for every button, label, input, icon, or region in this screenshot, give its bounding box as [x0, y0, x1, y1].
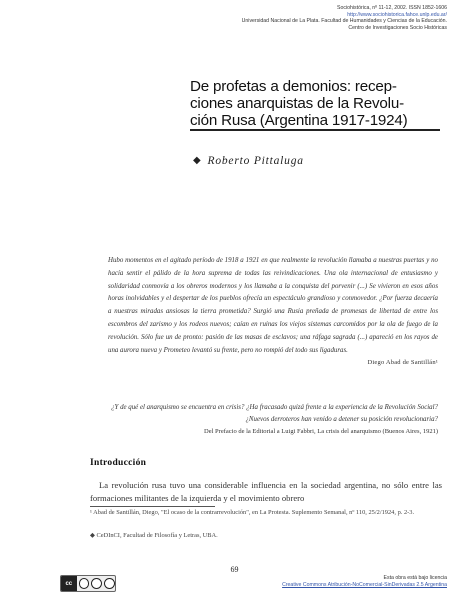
author-name: Roberto Pittaluga — [207, 155, 304, 167]
footnote-2: ◆ CeDInCI, Facultad de Filosofía y Letras, UBA. — [90, 532, 218, 539]
cc-license-badge[interactable] — [60, 575, 116, 592]
title-line-2: ciones anarquistas de la Revolu- — [190, 95, 404, 112]
journal-header — [242, 5, 447, 31]
epigraph-2-text: ¿Y de qué el anarquismo se encuentra en crisis? ¿Ha fracasado quizá frente a la experiencia de la Revolución Social? ¿Nuevos derroteros han venido a detener su posición revolucionaria? — [111, 404, 438, 423]
epigraph-2-source: Del Prefacio de la Editorial a Luigi Fabbri, La crisis del anarquismo (Buenos Aires, 1921) — [204, 428, 438, 435]
footnote-1: ¹ Abad de Santillán, Diego, "El ocaso de la contrarrevolución", en La Protesta. Suplemento Semanal, nº 110, 25/2/1924, p. 2-3. — [90, 509, 415, 516]
by-icon — [79, 578, 90, 589]
body-paragraph: La revolución rusa tuvo una considerable influencia en la sociedad argentina, no sólo entre las formaciones militantes de la izquierda y el movimiento obrero — [90, 480, 442, 503]
footnote-rule — [90, 506, 215, 507]
title-line-1: De profetas a demonios: recep- — [190, 78, 397, 95]
nc-icon — [91, 578, 102, 589]
section-heading: Introducción — [90, 458, 147, 468]
title-rule — [190, 129, 440, 131]
header-institution: Universidad Nacional de La Plata. Facultad de Humanidades y Ciencias de la Educación. — [241, 18, 447, 25]
epigraph-2 — [108, 402, 438, 438]
header-center: Centro de Investigaciones Socio Históricas — [348, 24, 447, 31]
header-citation: Sociohistórica, nº 11-12, 2002. ISSN 1852-1606 — [337, 5, 447, 11]
epigraph-1-text: Hubo momentos en el agitado período de 1918 a 1921 en que realmente la revolución llamaba a nuestras puertas y no hacía sentir el pálido de la hora suprema de todas las reivindicaciones. Una ola internacional de entusiasmo y solidaridad conmovía a los obreros modernos y los llamaba a la conquista del porvenir (...) Se vivieron en esos años horas inolvidables y el despertar de los pueblos ofrecía un espectáculo grandioso y conmovedor. ¿Por fuerza decaería a nuestras miradas ansiosas la tierra prometida? Surgió una Rusia preñada de promesas de libertad de entre los escombros del zarismo y los rodeos nuevos; caían en ruinas los viejos sistemas carcomidos por la ola de fuego de la revolución. Sólo fue un de pronto: pasión de las masas de esclavos; una ráfaga sagrada (...) apareció en los rayos de una aurora nueva y Prometeo levantó su frente, pero no rompió del todo sus ligaduras. — [108, 257, 438, 354]
license-note — [282, 575, 447, 589]
cc-logo-icon: cc — [61, 576, 77, 591]
article-title — [190, 78, 450, 129]
header-url-link[interactable]: http://www.sociohistorica.fahce.unlp.edu.ar/ — [347, 11, 447, 18]
title-line-3: ción Rusa (Argentina 1917-1924) — [190, 112, 408, 129]
epigraph-1-signature: Diego Abad de Santillán¹ — [367, 359, 438, 367]
nd-icon — [104, 578, 115, 589]
author-line — [193, 155, 304, 167]
diamond-icon: ◆ — [193, 155, 202, 166]
epigraph-1 — [108, 255, 438, 370]
license-text: Esta obra está bajo licencia — [383, 575, 447, 581]
license-link[interactable]: Creative Commons Atribución-NoComercial-SinDerivadas 2.5 Argentina — [282, 582, 447, 588]
page-number: 69 — [230, 565, 239, 574]
